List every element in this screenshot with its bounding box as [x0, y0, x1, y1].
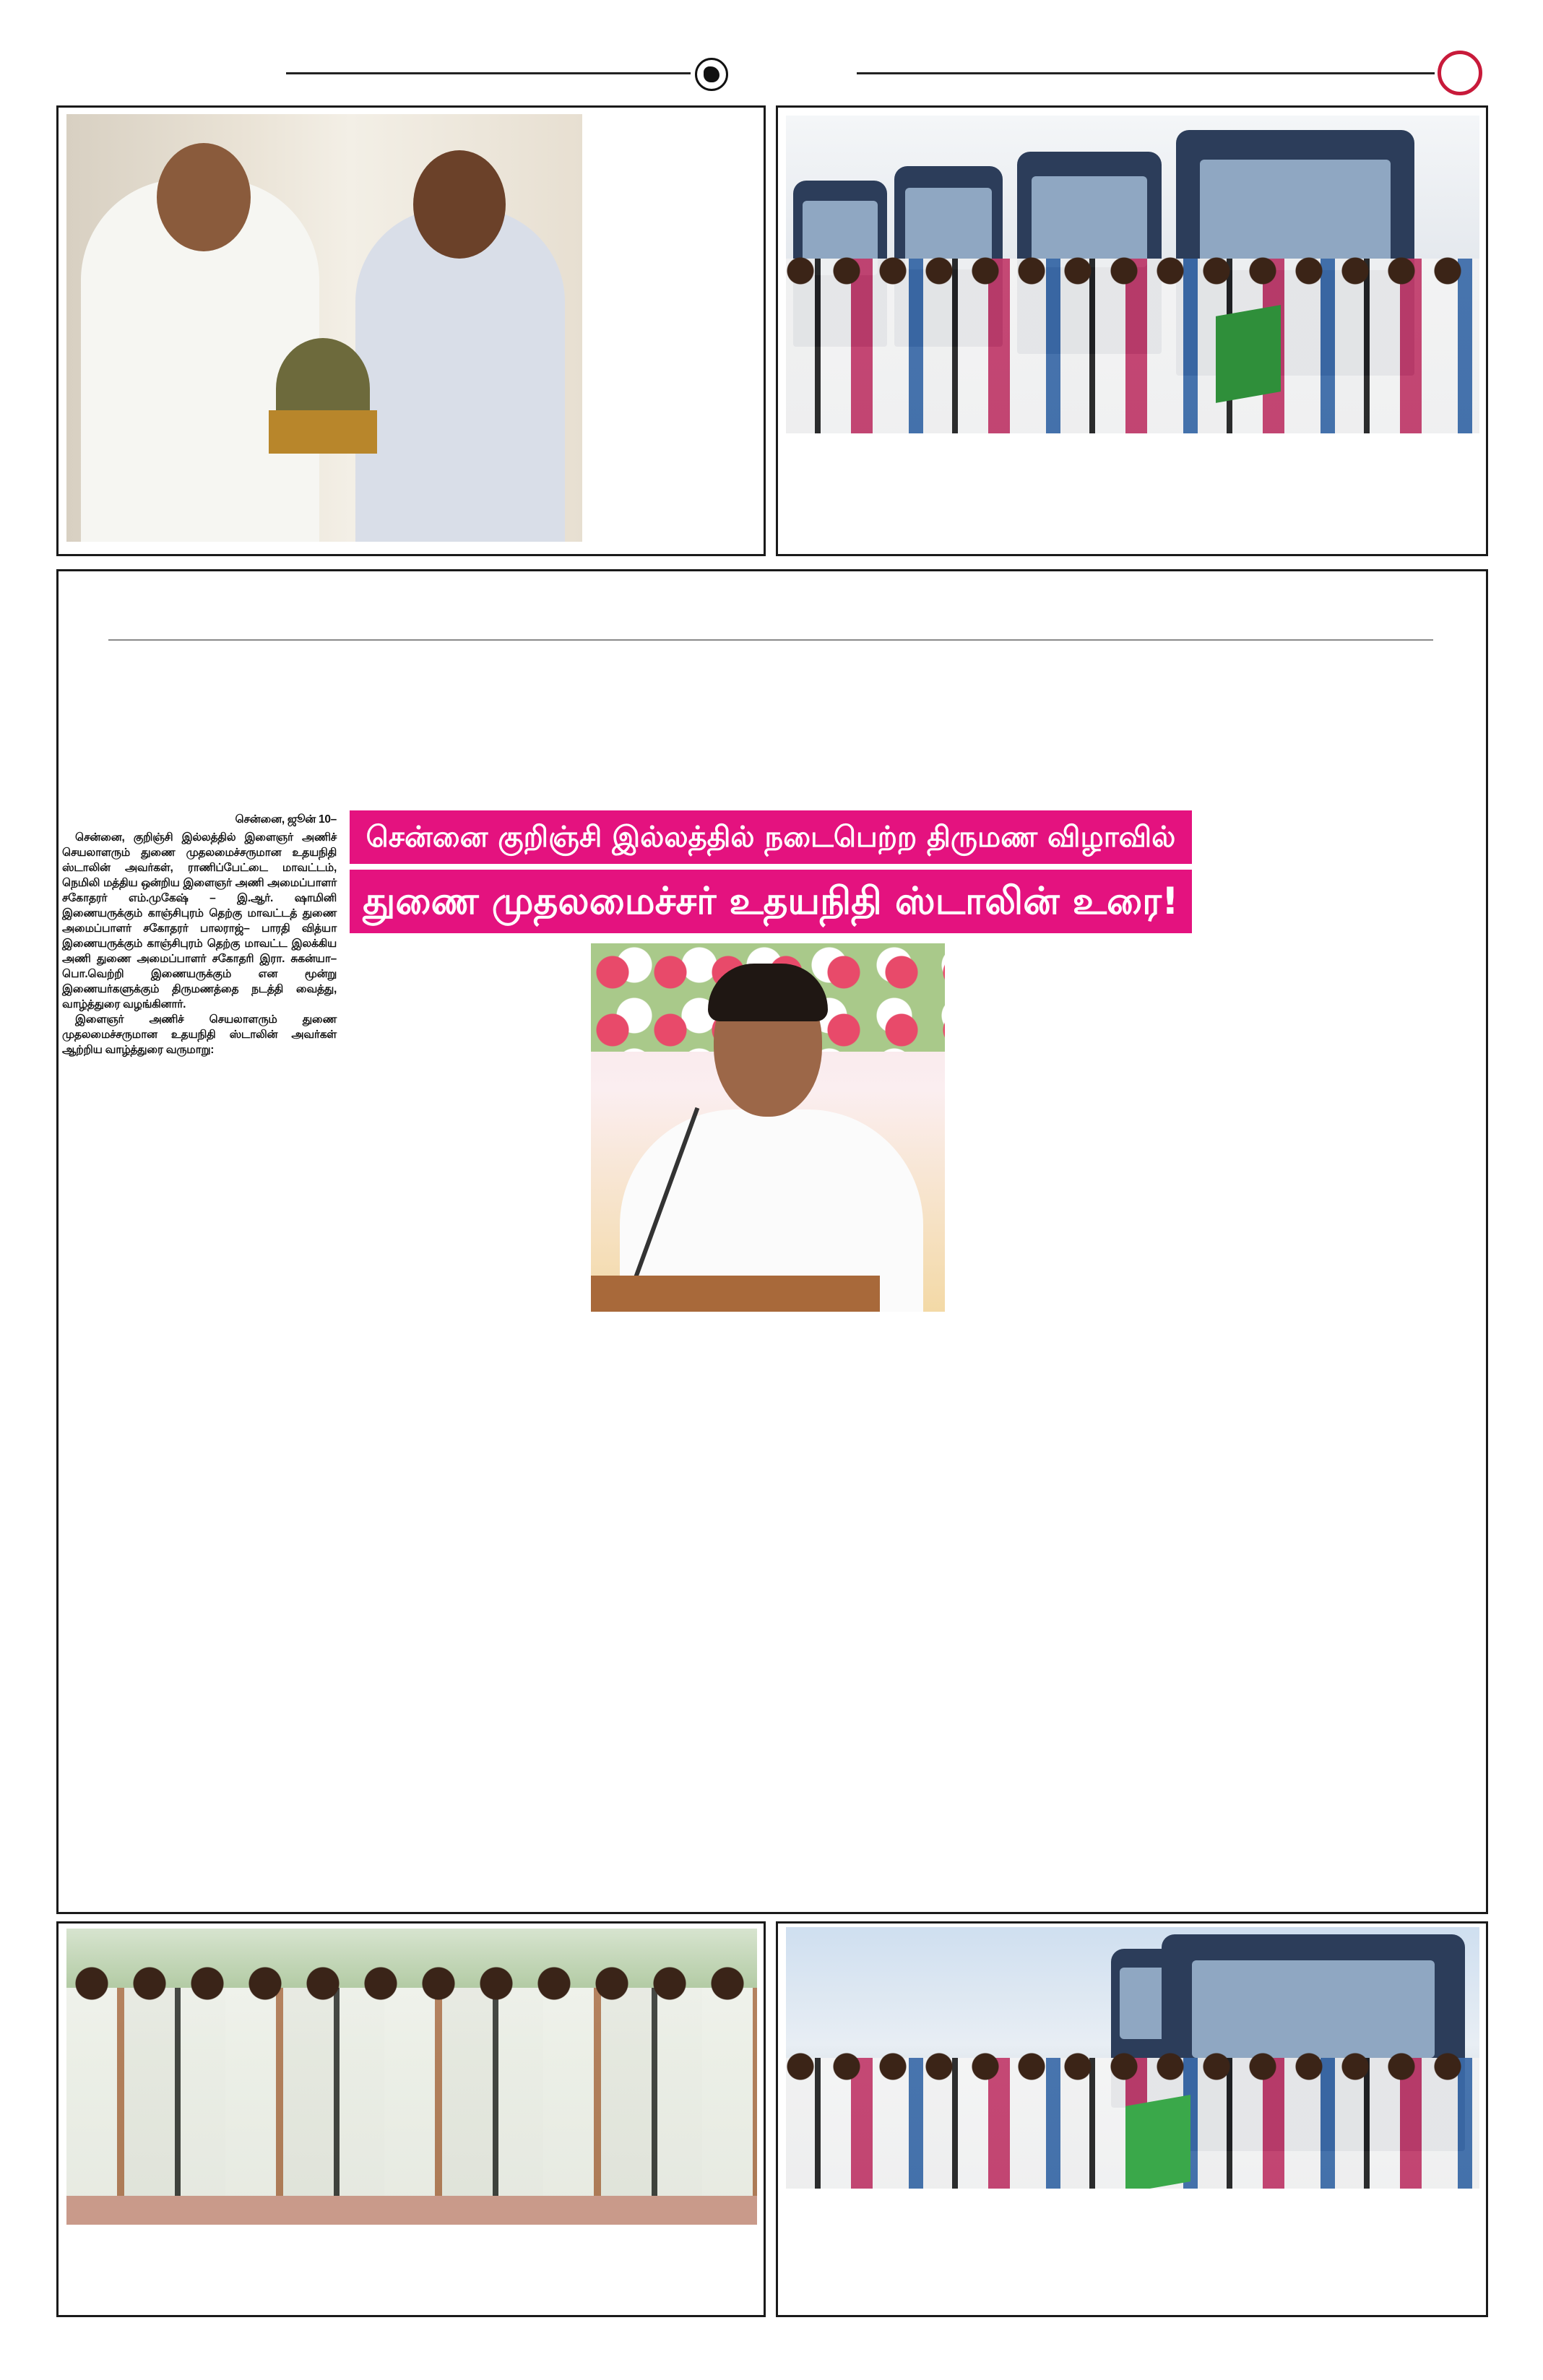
photo-bus-launch-top	[786, 116, 1479, 433]
photo-foundation-puja	[66, 1929, 757, 2225]
elephant-emblem-icon	[695, 58, 728, 91]
photo-udhayanidhi-speech	[591, 943, 945, 1312]
headline-line-1: சென்னை குறிஞ்சி இல்லத்தில் நடைபெற்ற திருமண விழாவில்	[350, 810, 1192, 864]
article-paragraph: இளைஞர் அணிச் செயலாளரும் துணை முதலமைச்சருமான உதயநிதி ஸ்டாலின் அவர்கள் ஆற்றிய வாழ்த்துரை வருமாறு:	[62, 1013, 337, 1056]
masthead-rule-left	[286, 72, 691, 74]
article-dateline: சென்னை, ஜூன் 10–	[235, 813, 337, 826]
headline-line-2: துணை முதலமைச்சர் உதயநிதி ஸ்டாலின் உரை!	[350, 870, 1192, 933]
photo-bus-launch-bottom	[786, 1927, 1479, 2189]
photo-award-presentation	[66, 114, 582, 542]
masthead-rule-right	[857, 72, 1435, 74]
page-circle-icon	[1438, 51, 1482, 95]
article-body	[62, 812, 337, 1057]
article-paragraph: சென்னை, குறிஞ்சி இல்லத்தில் இளைஞர் அணிச் செயலாளரும் துணை முதலமைச்சருமான உதயநிதி ஸ்டாலின் அவர்கள், ராணிப்பேட்டை மாவட்டம், நெமிலி மத்திய ஒன்றிய இளைஞர் அணி அமைப்பாளர் சகோதரர் எம்.முகேஷ் – இ.ஆர். ஷாமினி இணையருக்கும் காஞ்சிபுரம் தெற்கு மாவட்டத் துணை அமைப்பாளர் சகோதரர் பாலராஜ்– பாரதி வித்யா இணையருக்கும் காஞ்சிபுரம் தெற்கு மாவட்ட இலக்கிய அணி துணை அமைப்பாளர் சகோதரி இரா. சுகன்யா–பொ.வெற்றி இணையருக்கும் என மூன்று இணையர்களுக்கும் திருமணத்தை நடத்தி வைத்து, வாழ்த்துரை வழங்கினார்.	[62, 831, 337, 1011]
section-divider	[108, 639, 1433, 641]
